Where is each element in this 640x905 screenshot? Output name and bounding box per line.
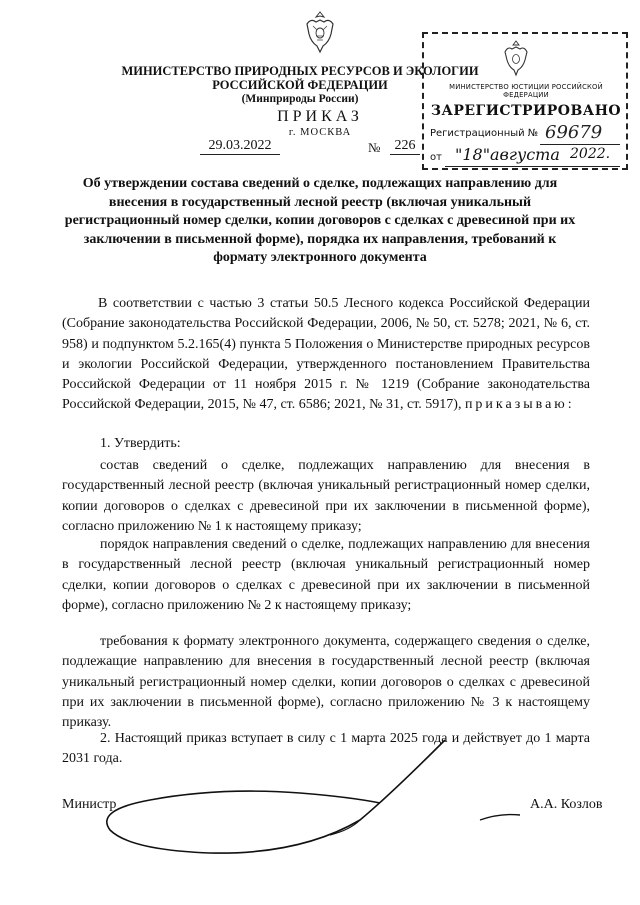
handwritten-signature [60,735,580,885]
stamp-month: августа [490,145,560,164]
stamp-reg-number: 69679 [545,122,603,143]
city: г. МОСКВА [288,127,352,138]
stamp-date-underline [445,166,620,167]
item-composition: состав сведений о сделке, подлежащих направлению для внесения в государственный лесной реестр (включая уникальный регистрационный номер сделки, копии договоров о сделках с древесиной при их заключении в письменной форме), согласно приложению № 1 к настоящему приказу; [62,458,590,534]
coat-of-arms-icon [301,8,339,58]
stamp-emblem-icon [500,38,532,80]
number-sign: № [368,140,381,155]
ministry-short: (Минприроды России) [241,93,359,105]
doc-type: ПРИКАЗ [277,108,363,125]
preamble-text: В соответствии с частью 3 статьи 50.5 Лесного кодекса Российской Федерации (Собрание законодательства Российской Федерации, 2006, № 50, ст. 5278; 2021, № 6, ст. 958) и подпунктом 5.2.165(4) пункта 5 Положения о Министерстве природных ресурсов и экологии Российской Федерации, утвержденного постановлением Правительства Российской Федерации от 11 ноября 2015 г. № 1219 (Собрание законодательства Российской Федерации, 2015, № 47, ст. 6586; 2021, № 31, ст. 5917), [62,296,590,413]
item-1-heading: 1. Утвердить: [100,436,181,451]
item-procedure: порядок направления сведений о сделке, подлежащих направлению для внесения в государственный лесной реестр (включая уникальный регистрационный номер сделки, копии договоров о сделках с древесиной при их заключении в письменной форме), согласно приложению № 2 к настоящему приказу; [62,537,590,613]
stamp-year: 2022. [570,146,611,162]
order-date: 29.03.2022 [200,138,280,155]
stamp-title: ЗАРЕГИСТРИРОВАНО [430,103,622,119]
preamble [62,294,590,416]
signer-name: А.А. Козлов [530,797,603,812]
stamp-day: "18" [455,145,491,164]
stamp-org: МИНИСТЕРСТВО ЮСТИЦИИ РОССИЙСКОЙ ФЕДЕРАЦИИ [449,83,603,99]
item-2-effective: 2. Настоящий приказ вступает в силу с 1 марта 2025 года и действует до 1 марта 2031 года. [62,731,590,767]
item-requirements: требования к формату электронного документа, содержащего сведения о сделке, подлежащие направлению для внесения в государственный лесной реестр (включая уникальный регистрационный номер сделки, копии договоров о сделках с древесиной при их заключении в письменной форме), согласно приложению № 3 к настоящему приказу. [62,634,590,731]
order-title: Об утверждении состава сведений о сделке, подлежащих направлению для внесения в государственный лесной реестр (включая уникальный регистрационный номер сделки, копии договоров с сделках с древесиной при их заключении в письменной форме), порядка их направления, требований к формату электронного документа [64,176,576,265]
stamp-from-label: от [430,152,442,163]
order-number: 226 [390,138,420,155]
ministry-line2: РОССИЙСКОЙ ФЕДЕРАЦИИ [212,78,388,92]
signer-position: Министр [62,797,117,812]
ministry-line1: МИНИСТЕРСТВО ПРИРОДНЫХ РЕСУРСОВ И ЭКОЛОГИИ [121,64,479,78]
order-word: приказываю: [464,397,575,413]
stamp-reg-label: Регистрационный № [430,128,539,139]
